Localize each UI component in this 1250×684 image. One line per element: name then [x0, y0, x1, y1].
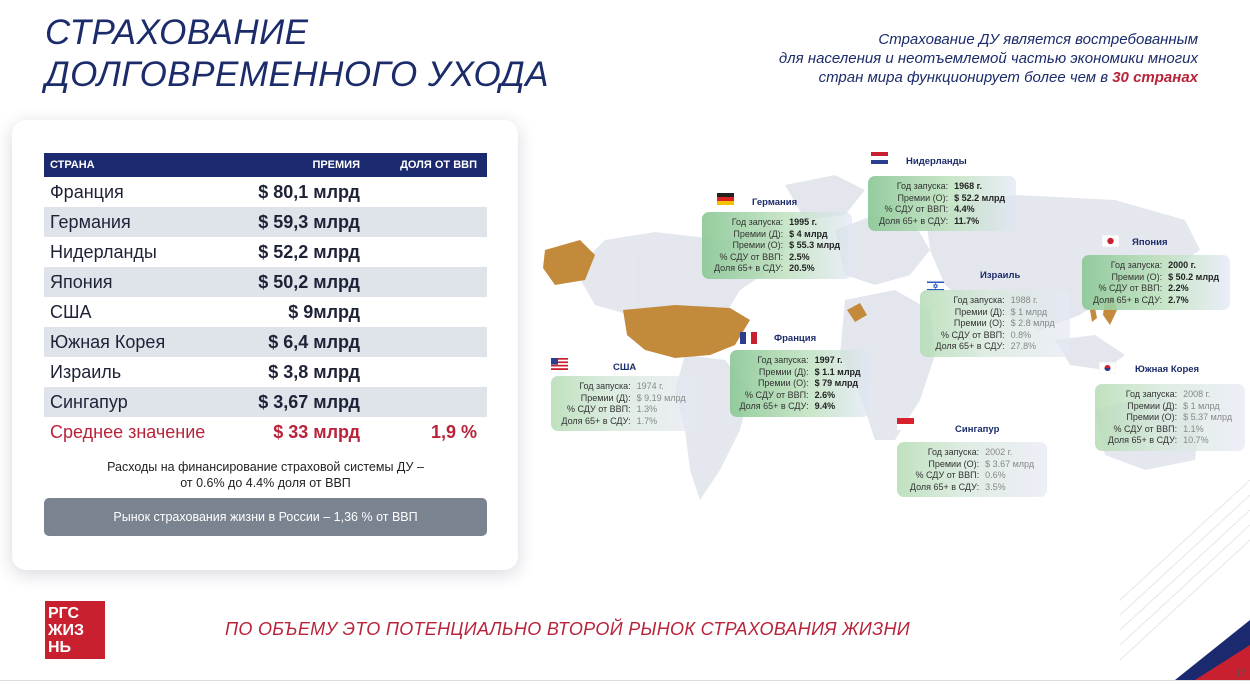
stat-value: 27.8% [1010, 341, 1037, 351]
germany-flag-icon [717, 193, 734, 205]
stat-value: 2008 г. [1183, 389, 1211, 399]
stat-value: 2.7% [1168, 294, 1189, 305]
row-country: Южная Корея [50, 331, 166, 352]
stat-label: Год запуска: [731, 217, 784, 227]
stat-value: 1968 г. [954, 181, 983, 191]
netherlands-stats [868, 176, 1016, 231]
row-country: Германия [50, 211, 131, 232]
row-country: Япония [50, 271, 113, 292]
netherlands-name: Нидерланды [906, 156, 967, 167]
intro-line-3-text: стран мира функционирует более чем в [818, 69, 1113, 86]
table-row [44, 387, 487, 417]
corner-decoration [1120, 480, 1250, 680]
france-stats [730, 350, 870, 417]
stat-value: 2.6% [814, 389, 836, 400]
header-country: СТРАНА [50, 159, 95, 171]
stat-value: 2.5% [789, 251, 810, 262]
stat-label: Премии (Д): [580, 392, 631, 403]
table-header [44, 153, 487, 177]
stat-value: $ 2.8 млрд [1010, 318, 1055, 328]
bottom-statement: ПО ОБЪЕМУ ЭТО ПОТЕНЦИАЛЬНО ВТОРОЙ РЫНОК СТРАХОВАНИЯ ЖИЗНИ [225, 619, 910, 639]
stat-value: 20.5% [789, 263, 815, 273]
row-premium: $ 3,67 млрд [258, 391, 360, 412]
rgs-life-logo [45, 601, 105, 659]
stat-label: Премии (О): [732, 240, 784, 250]
table-row [44, 327, 487, 357]
row-country: Сингапур [50, 391, 128, 412]
stat-value: $ 50.2 млрд [1168, 271, 1220, 282]
row-country: Израиль [50, 361, 122, 382]
table-row [44, 237, 487, 267]
row-country: США [50, 301, 92, 322]
premium-table [44, 153, 487, 447]
header-gdp-share: ДОЛЯ ОТ ВВП [400, 159, 477, 171]
stat-label: Премии (О): [897, 192, 949, 203]
stat-value: $ 79 млрд [814, 378, 859, 388]
stat-label: Год запуска: [757, 355, 809, 365]
japan-stats [1082, 255, 1230, 310]
stat-label: Доля 65+ в СДУ: [1107, 435, 1178, 445]
israel-stats [920, 290, 1070, 357]
stat-value: 0.6% [985, 470, 1006, 480]
stat-label: Премии (О): [928, 458, 980, 469]
stat-label: Год запуска: [896, 181, 949, 191]
table-row-average [44, 417, 487, 447]
stat-value: $ 9.19 млрд [636, 392, 686, 403]
row-country: Нидерланды [50, 241, 157, 262]
row-country: Франция [50, 181, 124, 202]
stat-label: % СДУ от ВВП: [1098, 283, 1163, 293]
stat-value: 1988 г. [1010, 295, 1038, 305]
stat-label: Доля 65+ в СДУ: [935, 341, 1005, 351]
stat-value: $ 4 млрд [789, 228, 828, 239]
stat-value: 11.7% [954, 215, 980, 226]
logo-line-2: ЖИЗ [48, 622, 84, 639]
stat-label: Премии (О): [757, 378, 809, 388]
table-row [44, 267, 487, 297]
stat-label: % СДУ от ВВП: [915, 470, 980, 480]
singapore-flag-icon [897, 418, 914, 430]
stat-value: $ 1.1 млрд [814, 366, 861, 377]
stat-label: % СДУ от ВВП: [940, 329, 1005, 340]
title-line-1: СТРАХОВАНИЕ [45, 13, 309, 52]
russia-market-box: Рынок страхования жизни в России – 1,36 % от ВВП [44, 498, 487, 536]
stat-label: Год запуска: [579, 381, 631, 391]
stat-label: % СДУ от ВВП: [719, 251, 784, 262]
stat-label: Премии (О): [1126, 412, 1178, 422]
france-flag-icon [740, 332, 757, 344]
average-premium: $ 33 млрд [273, 421, 360, 442]
funding-note [44, 459, 487, 491]
intro-line-3 [678, 68, 1198, 87]
funding-note-line-2: от 0.6% до 4.4% доля от ВВП [180, 476, 351, 490]
logo-line-1: РГС [48, 605, 80, 622]
stat-label: Доля 65+ в СДУ: [561, 415, 631, 426]
stat-value: $ 1 млрд [1010, 306, 1048, 317]
south-korea-stats [1095, 384, 1245, 451]
japan-flag-icon [1102, 235, 1119, 247]
stat-value: 1.1% [1183, 423, 1204, 434]
stat-value: 4.4% [954, 204, 975, 214]
stat-label: Год запуска: [1125, 389, 1178, 399]
table-row [44, 207, 487, 237]
row-premium: $ 3,8 млрд [268, 361, 360, 382]
intro-text [678, 30, 1198, 87]
map-korea-highlight [1090, 308, 1097, 322]
stat-label: Год запуска: [953, 295, 1005, 305]
stat-label: Премии (О): [953, 318, 1005, 328]
map-usa-highlight [623, 305, 750, 358]
stat-label: Год запуска: [927, 447, 980, 457]
logo-line-3: НЬ [48, 639, 72, 656]
stat-value: $ 52.2 млрд [954, 192, 1006, 203]
stat-value: $ 3.67 млрд [985, 458, 1035, 469]
stat-label: Доля 65+ в СДУ: [713, 263, 784, 273]
stat-label: % СДУ от ВВП: [745, 389, 809, 400]
stat-label: % СДУ от ВВП: [1113, 423, 1178, 434]
germany-name: Германия [752, 197, 798, 208]
stat-value: 1974 г. [636, 381, 664, 391]
intro-accent: 30 странах [1112, 69, 1198, 86]
funding-note-line-1: Расходы на финансирование страховой системы ДУ – [107, 460, 424, 474]
israel-name: Израиль [980, 270, 1021, 281]
singapore-name: Сингапур [955, 424, 1000, 435]
stat-label: Доля 65+ в СДУ: [739, 401, 809, 411]
row-premium: $ 50,2 млрд [258, 271, 360, 292]
stat-label: % СДУ от ВВП: [884, 204, 949, 214]
stat-value: 0.8% [1010, 329, 1032, 340]
stat-label: Премии (О): [1111, 271, 1163, 282]
row-premium: $ 59,3 млрд [258, 211, 360, 232]
south-korea-name: Южная Корея [1135, 364, 1200, 375]
table-row [44, 297, 487, 327]
stat-label: Премии (Д): [1127, 400, 1178, 411]
singapore-stats [897, 442, 1047, 497]
stat-value: $ 5.37 млрд [1183, 412, 1233, 422]
stat-value: 1.3% [636, 404, 658, 414]
row-premium: $ 6,4 млрд [268, 331, 360, 352]
average-label: Среднее значение [50, 421, 206, 442]
header-premium: ПРЕМИЯ [312, 159, 360, 171]
table-row [44, 357, 487, 387]
table-row [44, 177, 487, 207]
stat-label: Доля 65+ в СДУ: [1092, 294, 1163, 305]
stat-value: 1997 г. [814, 355, 843, 365]
row-premium: $ 52,2 млрд [258, 241, 360, 262]
row-premium: $ 80,1 млрд [258, 181, 360, 202]
stat-label: Доля 65+ в СДУ: [878, 215, 949, 226]
stat-label: Год запуска: [1110, 260, 1163, 270]
netherlands-flag-icon [871, 152, 888, 164]
stat-label: Премии (Д): [954, 306, 1005, 317]
stat-value: 10.7% [1183, 435, 1209, 445]
stat-value: $ 55.3 млрд [789, 240, 841, 250]
usa-stats [551, 376, 696, 431]
stat-label: Премии (Д): [733, 228, 784, 239]
stat-value: 2.2% [1168, 283, 1189, 293]
premium-table-card [12, 120, 518, 570]
japan-name: Япония [1132, 237, 1168, 248]
average-gdp-share: 1,9 % [430, 421, 477, 442]
intro-line-2: для населения и неотъемлемой частью экономики многих [778, 50, 1198, 67]
intro-line-1: Страхование ДУ является востребованным [878, 31, 1198, 48]
france-name: Франция [774, 333, 817, 344]
stat-value: 1.7% [636, 415, 658, 426]
germany-stats [702, 212, 852, 279]
stat-label: Доля 65+ в СДУ: [909, 481, 980, 492]
usa-name: США [613, 362, 637, 373]
title-line-2: ДОЛГОВРЕМЕННОГО УХОДА [45, 55, 549, 94]
stat-value: 2000 г. [1168, 260, 1197, 270]
stat-label: Премии (Д): [758, 366, 809, 377]
page-title [45, 12, 605, 96]
usa-flag-icon [551, 358, 568, 370]
stat-value: 9.4% [814, 401, 836, 411]
page-number: 17 [1235, 668, 1246, 678]
row-premium: $ 9млрд [288, 301, 360, 322]
stat-value: 1995 г. [789, 217, 818, 227]
stat-label: % СДУ от ВВП: [566, 404, 631, 414]
stat-value: $ 1 млрд [1183, 400, 1220, 411]
south-korea-flag-icon [1099, 362, 1116, 374]
stat-value: 2002 г. [985, 447, 1013, 457]
stat-value: 3.5% [985, 481, 1006, 492]
footer-divider [0, 680, 1250, 681]
